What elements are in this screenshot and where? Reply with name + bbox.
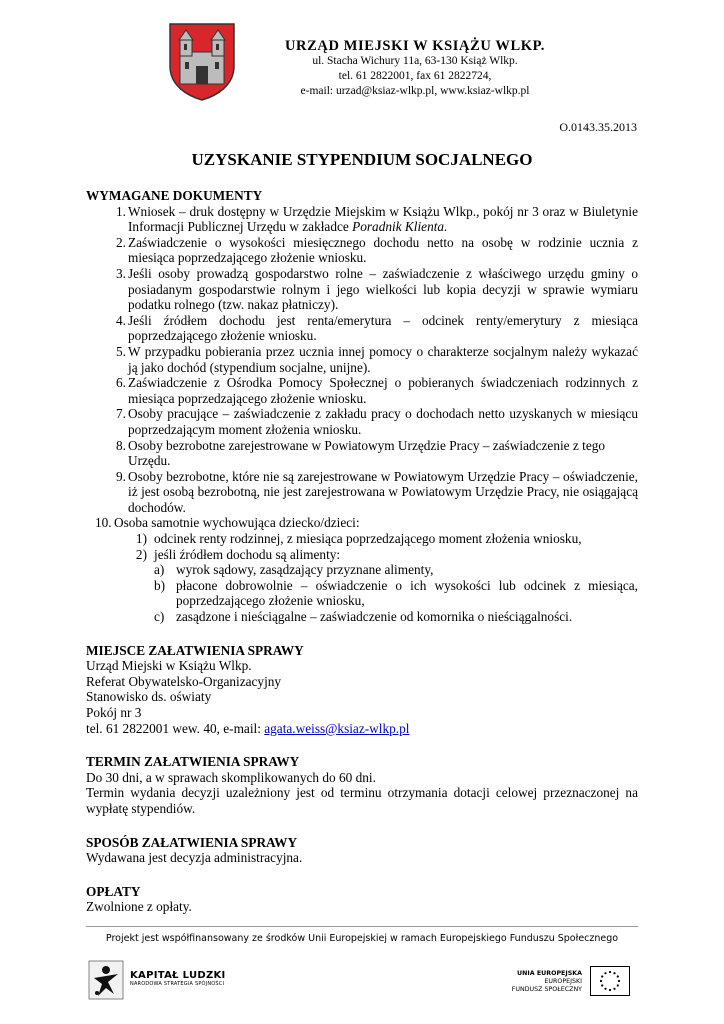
place-line: Stanowisko ds. oświaty bbox=[86, 689, 212, 705]
eu-star bbox=[618, 980, 620, 982]
eu-line: EUROPEJSKI bbox=[544, 978, 582, 985]
kapital-ludzki-logo bbox=[88, 958, 228, 1004]
office-email-web: e-mail: urzad@ksiaz-wlkp.pl, www.ksiaz-wlkp.pl bbox=[300, 85, 530, 97]
documents-heading: WYMAGANE DOKUMENTY bbox=[86, 188, 263, 203]
list-item: 9. Osoby bezrobotne, które nie są zarejestrowane w Powiatowym Urzędzie Pracy – oświadczenie, iż jest osobą bezrobotną, nie jest zarejestrowana w Powiatowym Urzędzie Pracy, nie osiągającą dochodów. bbox=[116, 468, 638, 515]
page-title: UZYSKANIE STYPENDIUM SOCJALNEGO bbox=[191, 150, 533, 169]
office-address: ul. Stacha Wichury 11a, 63-130 Książ Wlkp. bbox=[312, 55, 518, 67]
office-header bbox=[250, 38, 580, 99]
list-item: 6. Zaświadczenie z Ośrodka Pomocy Społecznej o pobieranych świadczeniach rodzinnych z miesiąca poprzedzającego złożenie wniosku. bbox=[116, 375, 638, 406]
eu-star bbox=[609, 989, 611, 991]
place-heading: MIEJSCE ZAŁATWIENIA SPRAWY bbox=[86, 642, 304, 658]
eu-fund-text bbox=[490, 970, 582, 994]
list-item: 2) jeśli źródłem dochodu są alimenty: a) wyrok sądowy, zasądzający przyznane alimenty, b) płacone dobrowolnie – oświadczenie o ich wysokości lub odcinek z miesiąca, poprzedzającego złożenie wniosku, c) zasądzone i nieściągalne – zaświadczenie od komornika o nieściągalności. bbox=[135, 546, 638, 625]
kapital-ludzki-subtitle: NARODOWA STRATEGIA SPÓJNOŚCI bbox=[130, 981, 225, 987]
eu-star bbox=[604, 988, 606, 990]
eu-star bbox=[604, 972, 606, 974]
eu-star bbox=[601, 984, 603, 986]
eu-star bbox=[617, 975, 619, 977]
list-item: 10. Osoba samotnie wychowująca dziecko/dzieci: 1) odcinek renty rodzinnej, z miesiąca poprzedzającego moment złożenia wniosku, 2) jeśli źródłem dochodu są alimenty: a) wyrok sądowy, zasądzający przyznane alimenty, b) płacone dobrowolnie – oświadczenie o ich wysokości lub odcinek z miesiąca, poprzedzającego złożenie wniosku, c) zasądzone i nieściągalne – zaświadczenie od komornika o nieściągalności. bbox=[95, 515, 638, 625]
list-item: a) wyrok sądowy, zasądzający przyznane alimenty, bbox=[154, 562, 434, 578]
kapital-ludzki-icon bbox=[88, 960, 124, 1000]
alimony-sublist bbox=[154, 562, 638, 624]
list-item: 3. Jeśli osoby prowadzą gospodarstwo rolne – zaświadczenie z właściwego urzędu gminy o posiadanym gospodarstwie rolnym i jego wielkości lub kopia decyzji w sprawie wymiaru podatku rolnego (tzw. nakaz płatniczy). bbox=[116, 265, 638, 313]
kapital-ludzki-title: KAPITAŁ LUDZKI bbox=[130, 970, 226, 981]
list-item: b) płacone dobrowolnie – oświadczenie o ich wysokości lub odcinek z miesiąca, poprzedzającego złożenie wniosku, bbox=[154, 577, 638, 609]
required-documents-list bbox=[86, 204, 638, 625]
list-item: c) zasądzone i nieściągalne – zaświadczenie od komornika o nieściągalności. bbox=[154, 609, 573, 625]
place-line: Referat Obywatelsko-Organizacyjny bbox=[86, 673, 282, 689]
eu-line: UNIA EUROPEJSKA bbox=[517, 970, 582, 977]
eu-star bbox=[600, 980, 602, 982]
list-item: 2. Zaświadczenie o wysokości miesięcznego dochodu netto na osobę w rodzinie ucznia z miesiąca poprzedzającego złożenie wniosku. bbox=[116, 234, 638, 266]
place-line: Pokój nr 3 bbox=[86, 705, 142, 720]
deadline-section bbox=[86, 754, 638, 816]
eu-line: FUNDUSZ SPOŁECZNY bbox=[511, 986, 582, 993]
deadline-line: Termin wydania decyzji uzależniony jest od terminu otrzymania dotacji celowej przeznaczonej na wypłatę stypendiów. bbox=[86, 785, 638, 816]
list-item: 1. Wniosek – druk dostępny w Urzędzie Miejskim w Książu Wlkp., pokój nr 3 oraz w Biuletynie Informacji Publicznej Urzędu w zakładce Poradnik Klienta. bbox=[116, 203, 638, 235]
funding-note: Projekt jest współfinansowany ze środków Unii Europejskiej w ramach Europejskiego Funduszu Społecznego bbox=[105, 933, 619, 944]
eu-star bbox=[601, 975, 603, 977]
eu-star bbox=[609, 971, 611, 973]
place-contact: tel. 61 2822001 wew. 40, e-mail: agata.weiss@ksiaz-wlkp.pl bbox=[86, 720, 410, 736]
footer-divider bbox=[86, 926, 638, 927]
reference-number: O.0143.35.2013 bbox=[559, 120, 637, 134]
method-line: Wydawana jest decyzja administracyjna. bbox=[86, 850, 303, 866]
place-line: Urząd Miejski w Książu Wlkp. bbox=[86, 658, 252, 674]
eu-star bbox=[613, 972, 615, 974]
list-item: 4. Jeśli źródłem dochodu jest renta/emerytura – odcinek renty/emerytury z miesiąca poprzedzającego złożenie wniosku. bbox=[116, 312, 638, 344]
coat-of-arms-logo bbox=[168, 22, 236, 102]
deadline-heading: TERMIN ZAŁATWIENIA SPRAWY bbox=[86, 754, 300, 770]
method-section bbox=[86, 835, 638, 866]
place-section bbox=[86, 643, 638, 737]
document-body bbox=[86, 188, 638, 915]
list-item: 8. Osoby bezrobotne zarejestrowane w Powiatowym Urzędzie Pracy – zaświadczenie z tego Urzędu. bbox=[116, 437, 606, 469]
method-heading: SPOSÓB ZAŁATWIENIA SPRAWY bbox=[86, 834, 298, 850]
fees-line: Zwolnione z opłaty. bbox=[86, 899, 192, 915]
single-parent-sublist bbox=[128, 531, 638, 625]
list-item: 5. W przypadku pobierania przez ucznia innej pomocy o charakterze socjalnym należy wykazać ją jako dochód (stypendium socjalne, unijne). bbox=[116, 343, 638, 375]
list-item: 7. Osoby pracujące – zaświadczenie z zakładu pracy o dochodach netto uzyskanych w miesiącu poprzedzającym moment złożenia wniosku. bbox=[116, 406, 638, 437]
fees-section bbox=[86, 884, 638, 915]
fees-heading: OPŁATY bbox=[86, 883, 141, 899]
deadline-line: Do 30 dni, a w sprawach skomplikowanych do 60 dni. bbox=[86, 769, 376, 785]
eu-star bbox=[613, 988, 615, 990]
office-phone-fax: tel. 61 2822001, fax 61 2822724, bbox=[338, 70, 492, 82]
list-item: 1) odcinek renty rodzinnej, z miesiąca poprzedzającego moment złożenia wniosku, bbox=[135, 531, 582, 547]
eu-flag-icon bbox=[590, 966, 630, 996]
email-link[interactable]: agata.weiss@ksiaz-wlkp.pl bbox=[264, 720, 410, 736]
office-name: URZĄD MIEJSKI W KSIĄŻU WLKP. bbox=[284, 38, 545, 54]
eu-star bbox=[617, 984, 619, 986]
